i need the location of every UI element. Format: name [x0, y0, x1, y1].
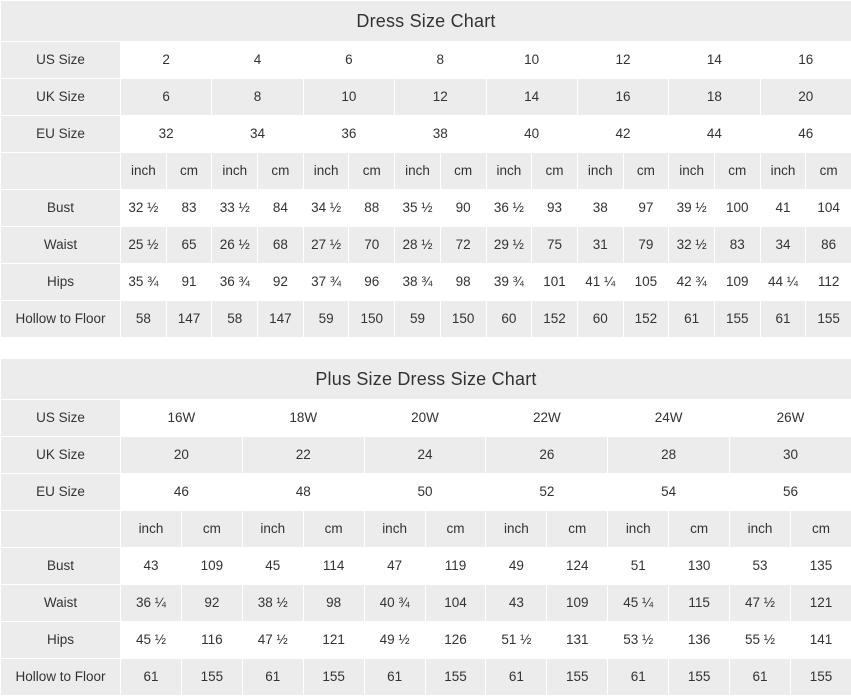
measurement-cell: 40 ¾ [364, 585, 425, 622]
row-measurement [1, 264, 851, 301]
measurement-cell: 43 [486, 585, 547, 622]
measurement-cell: 36 ½ [486, 190, 532, 227]
measurement-cell: 39 ½ [669, 190, 715, 227]
measurement-cell: 116 [181, 622, 242, 659]
measurement-cell: 83 [714, 227, 760, 264]
size-cell: 22 [242, 437, 364, 474]
size-cell: 14 [486, 79, 577, 116]
measurement-cell: 36 ¾ [212, 264, 258, 301]
row-label: Hips [1, 622, 121, 659]
unit-cell: inch [212, 153, 258, 190]
measurement-cell: 55 ½ [730, 622, 791, 659]
measurement-cell: 115 [669, 585, 730, 622]
measurement-cell: 92 [181, 585, 242, 622]
size-cell: 54 [608, 474, 730, 511]
measurement-cell: 114 [303, 548, 364, 585]
measurement-cell: 92 [258, 264, 304, 301]
measurement-cell: 45 ¼ [608, 585, 669, 622]
measurement-cell: 33 ½ [212, 190, 258, 227]
unit-cell: inch [121, 153, 167, 190]
row-measurement [1, 585, 851, 622]
measurement-cell: 27 ½ [303, 227, 349, 264]
size-cell: 12 [577, 42, 668, 79]
size-cell: 32 [121, 116, 212, 153]
measurement-cell: 155 [790, 659, 851, 696]
measurement-cell: 109 [547, 585, 608, 622]
chart-title-row [1, 359, 851, 400]
row-label-empty [1, 153, 121, 190]
size-cell: 10 [486, 42, 577, 79]
size-cell: 22W [486, 400, 608, 437]
chart-block-0 [0, 0, 851, 338]
measurement-cell: 131 [547, 622, 608, 659]
unit-cell: inch [242, 511, 303, 548]
measurement-cell: 141 [790, 622, 851, 659]
measurement-cell: 121 [303, 622, 364, 659]
chart-title: Dress Size Chart [1, 1, 851, 42]
measurement-cell: 119 [425, 548, 486, 585]
size-cell: 20 [121, 437, 243, 474]
measurement-cell: 47 [364, 548, 425, 585]
unit-cell: inch [760, 153, 806, 190]
measurement-cell: 32 ½ [669, 227, 715, 264]
measurement-cell: 96 [349, 264, 395, 301]
measurement-cell: 49 ½ [364, 622, 425, 659]
size-cell: 24W [608, 400, 730, 437]
row-label: Waist [1, 585, 121, 622]
size-cell: 20 [760, 79, 851, 116]
measurement-cell: 83 [166, 190, 212, 227]
row-eu-size [1, 474, 851, 511]
measurement-cell: 72 [440, 227, 486, 264]
row-label: Bust [1, 548, 121, 585]
unit-cell: inch [121, 511, 182, 548]
size-chart-table-1 [0, 358, 851, 696]
unit-cell: inch [486, 511, 547, 548]
size-cell: 26 [486, 437, 608, 474]
unit-cell: inch [395, 153, 441, 190]
measurement-cell: 45 ½ [121, 622, 182, 659]
size-cell: 50 [364, 474, 486, 511]
measurement-cell: 101 [532, 264, 578, 301]
row-measurement [1, 301, 851, 338]
measurement-cell: 68 [258, 227, 304, 264]
measurement-cell: 86 [806, 227, 851, 264]
unit-cell: cm [547, 511, 608, 548]
measurement-cell: 53 [730, 548, 791, 585]
measurement-cell: 147 [258, 301, 304, 338]
measurement-cell: 155 [714, 301, 760, 338]
measurement-cell: 58 [121, 301, 167, 338]
unit-cell: inch [577, 153, 623, 190]
measurement-cell: 98 [303, 585, 364, 622]
row-label: EU Size [1, 116, 121, 153]
row-label: Hollow to Floor [1, 301, 121, 338]
measurement-cell: 91 [166, 264, 212, 301]
size-cell: 16W [121, 400, 243, 437]
measurement-cell: 35 ½ [395, 190, 441, 227]
measurement-cell: 43 [121, 548, 182, 585]
size-cell: 30 [730, 437, 851, 474]
measurement-cell: 147 [166, 301, 212, 338]
size-cell: 42 [577, 116, 668, 153]
unit-cell: cm [303, 511, 364, 548]
measurement-cell: 53 ½ [608, 622, 669, 659]
size-cell: 34 [212, 116, 303, 153]
measurement-cell: 112 [806, 264, 851, 301]
size-cell: 28 [608, 437, 730, 474]
measurement-cell: 41 ¼ [577, 264, 623, 301]
unit-cell: cm [425, 511, 486, 548]
unit-cell: cm [166, 153, 212, 190]
measurement-cell: 93 [532, 190, 578, 227]
row-uk-size [1, 79, 851, 116]
row-us-size [1, 42, 851, 79]
row-label: US Size [1, 400, 121, 437]
unit-cell: cm [806, 153, 851, 190]
unit-cell: cm [258, 153, 304, 190]
unit-cell: inch [486, 153, 532, 190]
measurement-cell: 79 [623, 227, 669, 264]
row-label: Hips [1, 264, 121, 301]
measurement-cell: 155 [806, 301, 851, 338]
unit-cell: cm [790, 511, 851, 548]
row-measurement [1, 659, 851, 696]
size-cell: 44 [669, 116, 760, 153]
measurement-cell: 28 ½ [395, 227, 441, 264]
measurement-cell: 136 [669, 622, 730, 659]
row-measurement [1, 227, 851, 264]
measurement-cell: 36 ¼ [121, 585, 182, 622]
measurement-cell: 60 [486, 301, 532, 338]
measurement-cell: 61 [760, 301, 806, 338]
measurement-cell: 58 [212, 301, 258, 338]
size-cell: 10 [303, 79, 394, 116]
size-cell: 16 [577, 79, 668, 116]
measurement-cell: 51 ½ [486, 622, 547, 659]
measurement-cell: 104 [806, 190, 851, 227]
size-cell: 6 [303, 42, 394, 79]
size-cell: 16 [760, 42, 851, 79]
measurement-cell: 45 [242, 548, 303, 585]
size-cell: 26W [730, 400, 851, 437]
chart-title-row [1, 1, 851, 42]
measurement-cell: 135 [790, 548, 851, 585]
measurement-cell: 70 [349, 227, 395, 264]
chart-separator [0, 338, 851, 358]
measurement-cell: 130 [669, 548, 730, 585]
measurement-cell: 155 [547, 659, 608, 696]
measurement-cell: 59 [395, 301, 441, 338]
unit-cell: cm [532, 153, 578, 190]
measurement-cell: 42 ¾ [669, 264, 715, 301]
size-cell: 36 [303, 116, 394, 153]
measurement-cell: 61 [121, 659, 182, 696]
measurement-cell: 25 ½ [121, 227, 167, 264]
measurement-cell: 61 [608, 659, 669, 696]
measurement-cell: 59 [303, 301, 349, 338]
measurement-cell: 124 [547, 548, 608, 585]
measurement-cell: 38 [577, 190, 623, 227]
measurement-cell: 38 ½ [242, 585, 303, 622]
measurement-cell: 109 [714, 264, 760, 301]
measurement-cell: 34 ½ [303, 190, 349, 227]
size-cell: 20W [364, 400, 486, 437]
measurement-cell: 32 ½ [121, 190, 167, 227]
measurement-cell: 47 ½ [730, 585, 791, 622]
measurement-cell: 47 ½ [242, 622, 303, 659]
measurement-cell: 150 [349, 301, 395, 338]
row-measurement [1, 548, 851, 585]
unit-cell: inch [669, 153, 715, 190]
measurement-cell: 61 [486, 659, 547, 696]
measurement-cell: 155 [425, 659, 486, 696]
measurement-cell: 126 [425, 622, 486, 659]
size-cell: 8 [212, 79, 303, 116]
row-units [1, 511, 851, 548]
measurement-cell: 49 [486, 548, 547, 585]
size-cell: 14 [669, 42, 760, 79]
measurement-cell: 105 [623, 264, 669, 301]
row-units [1, 153, 851, 190]
measurement-cell: 100 [714, 190, 760, 227]
size-chart-table-0 [0, 0, 851, 338]
row-label: EU Size [1, 474, 121, 511]
row-label: Bust [1, 190, 121, 227]
measurement-cell: 97 [623, 190, 669, 227]
row-measurement [1, 622, 851, 659]
row-uk-size [1, 437, 851, 474]
measurement-cell: 41 [760, 190, 806, 227]
size-cell: 56 [730, 474, 851, 511]
unit-cell: inch [303, 153, 349, 190]
row-measurement [1, 190, 851, 227]
unit-cell: cm [440, 153, 486, 190]
size-cell: 46 [760, 116, 851, 153]
row-label: US Size [1, 42, 121, 79]
measurement-cell: 31 [577, 227, 623, 264]
measurement-cell: 61 [364, 659, 425, 696]
unit-cell: cm [623, 153, 669, 190]
measurement-cell: 84 [258, 190, 304, 227]
size-cell: 2 [121, 42, 212, 79]
size-cell: 18W [242, 400, 364, 437]
measurement-cell: 38 ¾ [395, 264, 441, 301]
measurement-cell: 90 [440, 190, 486, 227]
unit-cell: inch [608, 511, 669, 548]
unit-cell: inch [730, 511, 791, 548]
row-label: Hollow to Floor [1, 659, 121, 696]
size-cell: 52 [486, 474, 608, 511]
measurement-cell: 150 [440, 301, 486, 338]
size-cell: 48 [242, 474, 364, 511]
measurement-cell: 152 [623, 301, 669, 338]
row-eu-size [1, 116, 851, 153]
size-cell: 4 [212, 42, 303, 79]
row-us-size [1, 400, 851, 437]
size-cell: 38 [395, 116, 486, 153]
measurement-cell: 26 ½ [212, 227, 258, 264]
row-label: UK Size [1, 79, 121, 116]
measurement-cell: 121 [790, 585, 851, 622]
chart-block-1 [0, 358, 851, 696]
row-label-empty [1, 511, 121, 548]
measurement-cell: 109 [181, 548, 242, 585]
measurement-cell: 44 ¼ [760, 264, 806, 301]
row-label: UK Size [1, 437, 121, 474]
chart-title: Plus Size Dress Size Chart [1, 359, 851, 400]
size-cell: 24 [364, 437, 486, 474]
measurement-cell: 51 [608, 548, 669, 585]
unit-cell: cm [714, 153, 760, 190]
measurement-cell: 75 [532, 227, 578, 264]
measurement-cell: 39 ¾ [486, 264, 532, 301]
unit-cell: cm [349, 153, 395, 190]
size-cell: 46 [121, 474, 243, 511]
measurement-cell: 60 [577, 301, 623, 338]
unit-cell: cm [669, 511, 730, 548]
unit-cell: cm [181, 511, 242, 548]
row-label: Waist [1, 227, 121, 264]
measurement-cell: 61 [242, 659, 303, 696]
size-cell: 8 [395, 42, 486, 79]
measurement-cell: 34 [760, 227, 806, 264]
size-cell: 12 [395, 79, 486, 116]
size-cell: 40 [486, 116, 577, 153]
size-cell: 6 [121, 79, 212, 116]
measurement-cell: 65 [166, 227, 212, 264]
measurement-cell: 155 [303, 659, 364, 696]
measurement-cell: 104 [425, 585, 486, 622]
measurement-cell: 37 ¾ [303, 264, 349, 301]
measurement-cell: 88 [349, 190, 395, 227]
measurement-cell: 29 ½ [486, 227, 532, 264]
unit-cell: inch [364, 511, 425, 548]
measurement-cell: 152 [532, 301, 578, 338]
measurement-cell: 35 ¾ [121, 264, 167, 301]
measurement-cell: 61 [730, 659, 791, 696]
measurement-cell: 155 [181, 659, 242, 696]
measurement-cell: 155 [669, 659, 730, 696]
measurement-cell: 98 [440, 264, 486, 301]
size-cell: 18 [669, 79, 760, 116]
measurement-cell: 61 [669, 301, 715, 338]
